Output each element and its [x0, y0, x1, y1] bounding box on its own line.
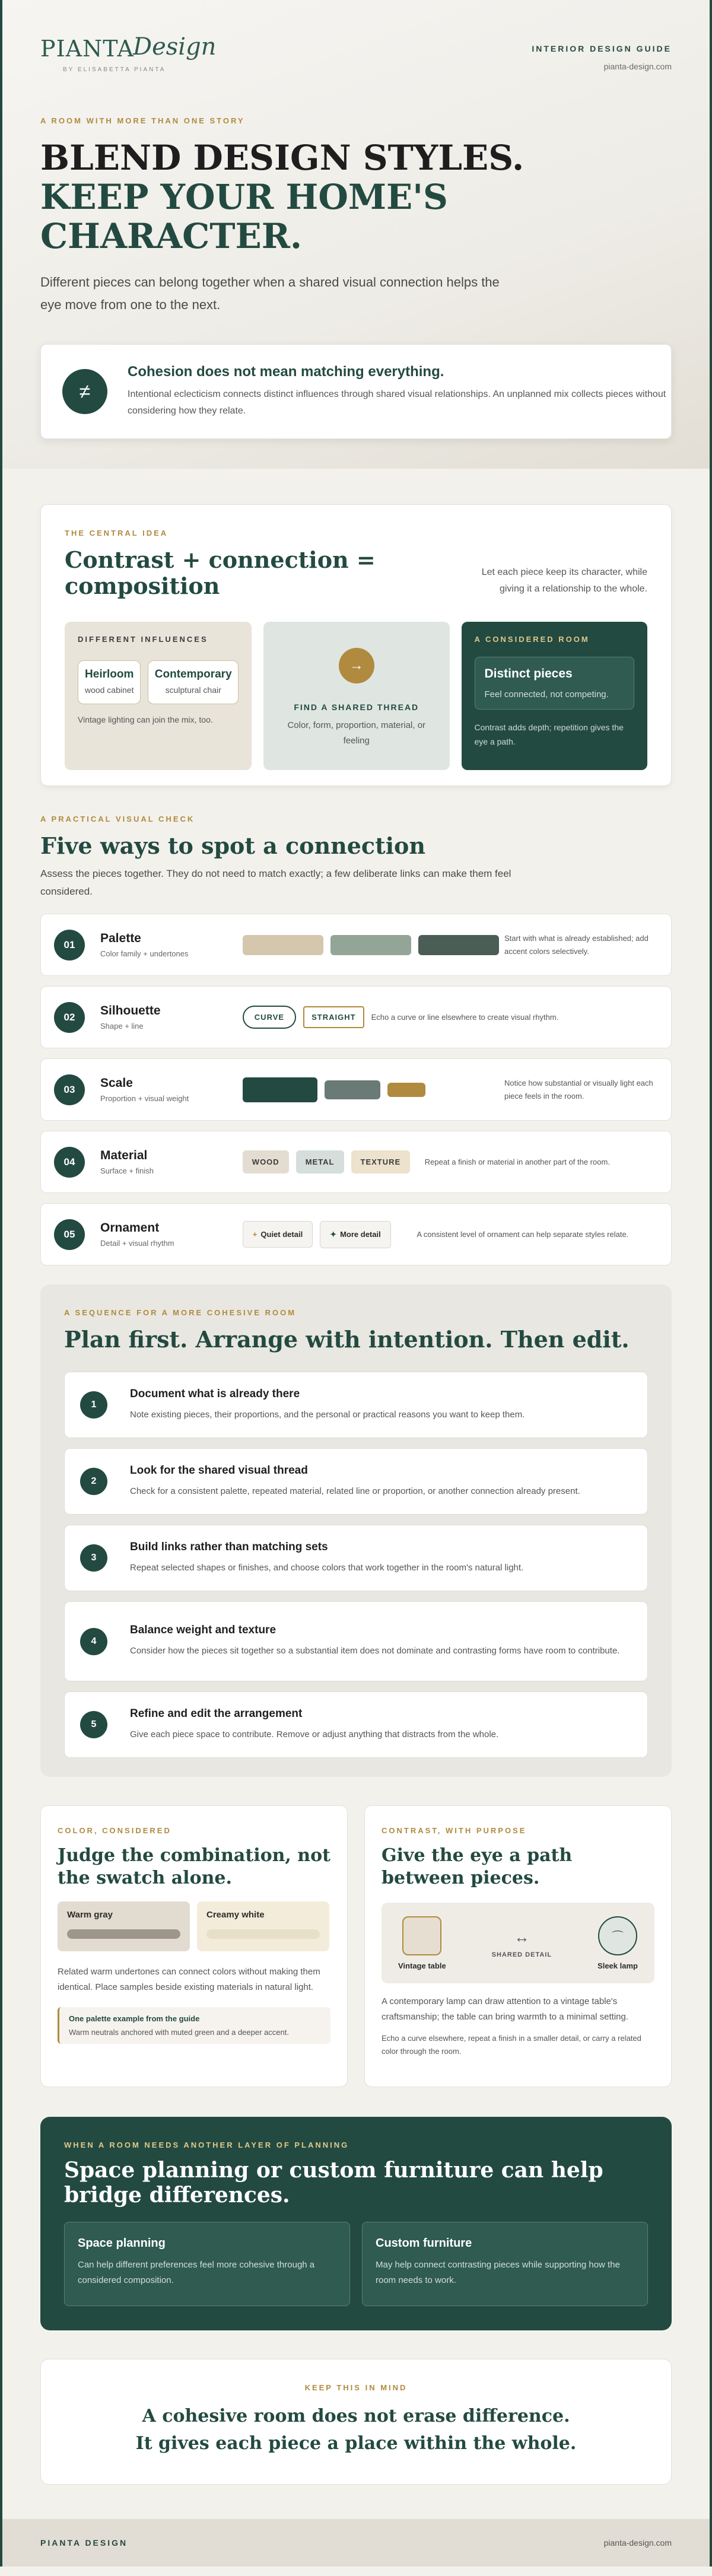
- step-title: Build links rather than matching sets: [130, 1540, 328, 1553]
- step-title: Document what is already there: [130, 1387, 300, 1400]
- chip-subtitle: sculptural chair: [165, 685, 221, 695]
- warm-gray-swatch: [58, 1901, 190, 1951]
- contemporary-chip: [148, 660, 239, 704]
- check-row-scale: [40, 1058, 672, 1121]
- card-body: Can help different preferences feel more cohesive through a considered composition.: [78, 2260, 315, 2285]
- central-eyebrow: THE CENTRAL IDEA: [65, 529, 169, 538]
- step-number: 5: [80, 1711, 107, 1738]
- thread-title: FIND A SHARED THREAD: [294, 702, 419, 712]
- five-title: Five ways to spot a connection: [40, 832, 426, 859]
- step-title: Look for the shared visual thread: [130, 1464, 308, 1477]
- step-item: [64, 1525, 648, 1591]
- check-row-ornament: [40, 1203, 672, 1265]
- chip-title: Heirloom: [85, 668, 134, 680]
- quiet-detail-tag: [243, 1221, 313, 1248]
- material-texture-tag: TEXTURE: [351, 1150, 411, 1173]
- guide-title: INTERIOR DESIGN GUIDE: [532, 44, 672, 53]
- card-body: May help connect contrasting pieces while supporting how the room needs to work.: [376, 2260, 620, 2285]
- quiet-detail-label: Quiet detail: [260, 1230, 303, 1239]
- banner-eyebrow: WHEN A ROOM NEEDS ANOTHER LAYER OF PLANNING: [64, 2141, 349, 2149]
- five-ways-section: [2, 786, 710, 1265]
- chip-subtitle: wood cabinet: [84, 685, 134, 695]
- plus-icon: +: [252, 1230, 258, 1239]
- callout-title: Cohesion does not mean matching everything.: [128, 364, 444, 380]
- callout-body: Intentional eclecticism connects distinct influences through shared visual relationships. An unplanned mix collects pieces without considering how they relate.: [128, 389, 666, 416]
- step-body: Repeat selected shapes or finishes, and choose colors that work together in the room's natural light.: [130, 1562, 524, 1573]
- step-title: Refine and edit the arrangement: [130, 1707, 303, 1720]
- distinct-sub: Feel connected, not competing.: [484, 689, 609, 699]
- brand-logo[interactable]: [40, 33, 217, 81]
- scale-large-block: [243, 1077, 317, 1102]
- sleek-lamp-label: Sleek lamp: [597, 1961, 638, 1970]
- swatch-name: Warm gray: [67, 1910, 113, 1920]
- influences-foot: Vintage lighting can join the mix, too.: [78, 715, 213, 724]
- final-quote: [41, 2403, 671, 2457]
- top-bar: [40, 0, 672, 113]
- check-row-silhouette: [40, 986, 672, 1048]
- guide-info: [532, 33, 672, 113]
- swatch-bar: [206, 1929, 320, 1939]
- final-eyebrow: KEEP THIS IN MIND: [304, 2383, 408, 2392]
- five-eyebrow: A PRACTICAL VISUAL CHECK: [40, 815, 195, 823]
- footer: [2, 2519, 710, 2567]
- distinct-title: Distinct pieces: [484, 667, 573, 680]
- row-name: Material: [100, 1149, 148, 1162]
- row-number: 03: [54, 1074, 85, 1105]
- hero-section: [2, 0, 710, 469]
- central-note: Let each piece keep its character, while giving it a relationship to the whole.: [481, 567, 647, 594]
- chip-title: Contemporary: [154, 668, 232, 680]
- check-row-material: [40, 1131, 672, 1193]
- row-number: 05: [54, 1219, 85, 1250]
- step-number: 4: [80, 1628, 107, 1655]
- step-item: [64, 1691, 648, 1758]
- row-sub: Detail + visual rhythm: [100, 1239, 174, 1248]
- color-eyebrow: COLOR, CONSIDERED: [58, 1826, 171, 1835]
- card-title: Space planning: [78, 2237, 166, 2250]
- row-name: Silhouette: [100, 1004, 161, 1017]
- contrast-body: A contemporary lamp can draw attention to a vintage table's craftsmanship; the table can bring warmth to a minimal setting.: [382, 1996, 629, 2022]
- step-body: Consider how the pieces sit together so a substantial item does not dominate and contrasting forms have room to contribute.: [130, 1646, 620, 1656]
- step-number: 2: [80, 1468, 107, 1495]
- heirloom-chip: [78, 660, 141, 704]
- step-body: Note existing pieces, their proportions, and the personal or practical reasons you want to keep them.: [130, 1409, 525, 1420]
- central-idea-card: [40, 504, 672, 786]
- logo-main: PIANTA: [40, 36, 134, 62]
- row-sub: Surface + finish: [100, 1166, 154, 1175]
- swatch-bar: [67, 1929, 180, 1939]
- logo-subtitle: BY ELISABETTA PIANTA: [63, 66, 166, 73]
- final-line1: A cohesive room does not erase difference.: [142, 2406, 570, 2426]
- hero-title-line1: BLEND DESIGN STYLES.: [40, 138, 525, 178]
- row-sub: Shape + line: [100, 1022, 144, 1031]
- example-title: One palette example from the guide: [69, 2014, 200, 2023]
- row-number: 04: [54, 1147, 85, 1178]
- row-note: Echo a curve or line elsewhere to create visual rhythm.: [371, 1012, 559, 1022]
- step-body: Give each piece space to contribute. Remove or adjust anything that distracts from the whole.: [130, 1729, 499, 1739]
- distinct-pieces-box: [475, 657, 635, 710]
- central-title: Contrast + connection = composition: [65, 546, 376, 599]
- color-considered-card: [40, 1805, 348, 2087]
- example-body: Warm neutrals anchored with muted green and a deeper accent.: [69, 2028, 289, 2037]
- color-body: Related warm undertones can connect colors without making them identical. Place samples beside existing materials in natural light.: [58, 1967, 320, 1992]
- contrast-small: Echo a curve elsewhere, repeat a finish in a smaller detail, or carry a related color through the room.: [382, 2034, 641, 2056]
- space-planning-card[interactable]: [64, 2222, 350, 2306]
- step-item: [64, 1601, 648, 1681]
- step-number: 1: [80, 1391, 107, 1419]
- sequence-title: Plan first. Arrange with intention. Then edit.: [64, 1326, 630, 1353]
- row-note: Start with what is already established; add accent colors selectively.: [504, 933, 649, 956]
- vintage-table-icon: [402, 1916, 441, 1955]
- five-lead: Assess the pieces together. They do not need to match exactly; a few deliberate links can make them feel considered.: [40, 868, 511, 897]
- straight-shape: STRAIGHT: [303, 1006, 364, 1028]
- more-detail-tag: [320, 1221, 391, 1248]
- footer-brand: PIANTA DESIGN: [40, 2538, 128, 2548]
- row-number: 01: [54, 930, 85, 961]
- not-equal-icon: ≠: [62, 369, 107, 414]
- logo-script: Design: [133, 33, 217, 61]
- hero-eyebrow: A ROOM WITH MORE THAN ONE STORY: [40, 116, 245, 125]
- row-name: Palette: [100, 931, 141, 945]
- double-arrow-icon: ↔: [514, 1928, 530, 1946]
- keep-in-mind-card: [40, 2359, 672, 2485]
- hero-title-line2: KEEP YOUR HOME'S: [40, 177, 448, 217]
- sparkle-icon: ✦: [330, 1229, 337, 1239]
- curve-shape: CURVE: [243, 1006, 296, 1029]
- contrast-purpose-card: [364, 1805, 672, 2087]
- contrast-eyebrow: CONTRAST, WITH PURPOSE: [382, 1826, 527, 1835]
- step-body: Check for a consistent palette, repeated material, related line or proportion, or another connection already present.: [130, 1486, 580, 1496]
- swatch-forest: [418, 935, 499, 955]
- shared-detail-label: SHARED DETAIL: [491, 1951, 552, 1958]
- swatch-name: Creamy white: [206, 1910, 265, 1920]
- color-title: Judge the combination, not the swatch alone.: [58, 1845, 330, 1888]
- footer-url[interactable]: pianta-design.com: [603, 2538, 672, 2548]
- lamp-icon: ⌒: [598, 1916, 637, 1955]
- considered-label: A CONSIDERED ROOM: [474, 635, 590, 644]
- cohesion-callout: [40, 344, 672, 439]
- sequence-section: [40, 1284, 672, 1777]
- row-sub: Color family + undertones: [100, 949, 189, 958]
- check-row-palette: [40, 914, 672, 976]
- row-note: Repeat a finish or material in another part of the room.: [424, 1157, 610, 1166]
- creamy-white-swatch: [197, 1901, 329, 1951]
- thread-body: Color, form, proportion, material, or feeling: [287, 720, 426, 746]
- custom-furniture-card[interactable]: [362, 2222, 648, 2306]
- vintage-table-label: Vintage table: [398, 1961, 446, 1970]
- scale-small-block: [387, 1083, 425, 1097]
- hero-title: [40, 138, 672, 256]
- hero-title-line3: CHARACTER.: [40, 216, 303, 256]
- step-item: [64, 1448, 648, 1515]
- considered-foot: Contrast adds depth; repetition gives the eye a path.: [474, 723, 624, 746]
- palette-example: [58, 2007, 330, 2044]
- step-title: Balance weight and texture: [130, 1624, 276, 1636]
- planning-banner: [40, 2117, 672, 2330]
- contrast-title: Give the eye a path between pieces.: [382, 1845, 573, 1888]
- material-wood-tag: WOOD: [243, 1150, 289, 1173]
- two-column-section: [40, 1805, 672, 2087]
- card-title: Custom furniture: [376, 2237, 472, 2250]
- hero-lead: Different pieces can belong together when a shared visual connection helps the eye move from one to the next.: [40, 275, 500, 312]
- swatch-sage: [330, 935, 411, 955]
- step-number: 3: [80, 1544, 107, 1572]
- shared-thread-card: [263, 622, 450, 770]
- step-item: [64, 1372, 648, 1438]
- row-note: Notice how substantial or visually light each piece feels in the room.: [504, 1078, 653, 1101]
- row-name: Ornament: [100, 1221, 160, 1235]
- influences-card: [65, 622, 252, 770]
- row-number: 02: [54, 1002, 85, 1033]
- more-detail-label: More detail: [340, 1229, 381, 1239]
- arrow-right-icon: →: [339, 648, 374, 683]
- row-sub: Proportion + visual weight: [100, 1094, 189, 1103]
- row-note: A consistent level of ornament can help separate styles relate.: [417, 1229, 629, 1239]
- considered-room-card: [462, 622, 648, 770]
- banner-title: Space planning or custom furniture can help bridge differences.: [64, 2158, 603, 2208]
- material-metal-tag: METAL: [296, 1150, 344, 1173]
- final-line2: It gives each piece a place within the whole.: [135, 2433, 577, 2454]
- swatch-sand: [243, 935, 323, 955]
- header-url[interactable]: pianta-design.com: [603, 62, 672, 71]
- eye-path-diagram: [382, 1903, 654, 1983]
- row-name: Scale: [100, 1076, 133, 1090]
- scale-medium-block: [325, 1080, 380, 1099]
- influences-label: DIFFERENT INFLUENCES: [78, 635, 208, 644]
- sequence-eyebrow: A SEQUENCE FOR A MORE COHESIVE ROOM: [64, 1308, 297, 1317]
